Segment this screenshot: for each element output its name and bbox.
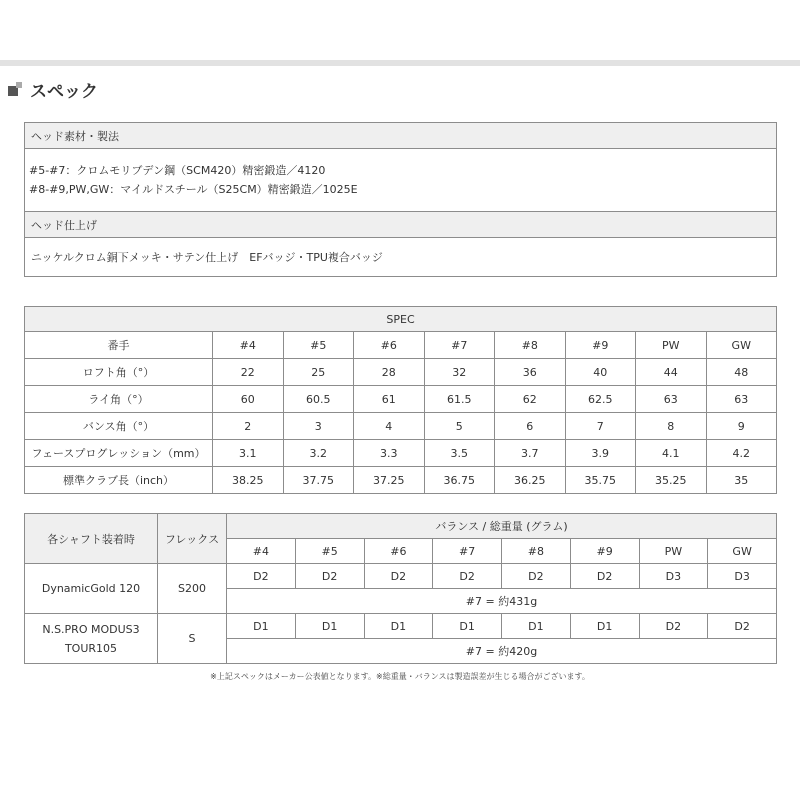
shaft-name: DynamicGold 120	[41, 582, 141, 595]
spec-club-header: #7	[424, 332, 495, 359]
spec-cell: 3	[283, 413, 354, 440]
spec-cell: 60.5	[283, 386, 354, 413]
head-finish-header: ヘッド仕上げ	[25, 212, 777, 238]
spec-row-loft	[25, 359, 777, 386]
balance-header: バランス / 総重量 (グラム)	[227, 514, 777, 539]
spec-cell: 60	[213, 386, 284, 413]
section-heading	[8, 76, 98, 102]
balance-cell: D2	[364, 564, 433, 589]
balance-cell: D1	[364, 614, 433, 639]
spec-cell: 63	[636, 386, 707, 413]
balance-cell: D3	[708, 564, 777, 589]
balance-cell: D2	[502, 564, 571, 589]
spec-number-label: 番手	[25, 332, 213, 359]
spec-row-bounce	[25, 413, 777, 440]
shaft-club-header: #7	[433, 539, 502, 564]
spec-cell: 8	[636, 413, 707, 440]
spec-club-header: #6	[354, 332, 425, 359]
shaft-club-header: #8	[502, 539, 571, 564]
spec-cell: 44	[636, 359, 707, 386]
spec-cell: 35	[706, 467, 777, 494]
spec-cell: 3.2	[283, 440, 354, 467]
shaft-club-header: GW	[708, 539, 777, 564]
spec-title: SPEC	[25, 307, 777, 332]
head-info-table	[24, 122, 777, 277]
disclaimer-note: ※上記スペックはメーカー公表値となります。※総重量・バランスは製造誤差が生じる場合がございます。	[210, 672, 590, 681]
shaft-flex: S200	[158, 564, 227, 614]
balance-cell: D1	[502, 614, 571, 639]
spec-cell: 48	[706, 359, 777, 386]
spec-cell: 36	[495, 359, 566, 386]
balance-cell: D2	[639, 614, 708, 639]
head-finish-body: ニッケルクロム銅下メッキ・サテン仕上げ EFバッジ・TPU複合バッジ	[25, 238, 777, 277]
balance-cell: D2	[295, 564, 364, 589]
spec-cell: 22	[213, 359, 284, 386]
spec-row-label: バンス角（°）	[25, 413, 213, 440]
shaft-club-header: #9	[570, 539, 639, 564]
balance-cell: D1	[295, 614, 364, 639]
spec-cell: 3.3	[354, 440, 425, 467]
spec-cell: 62	[495, 386, 566, 413]
spec-cell: 37.25	[354, 467, 425, 494]
spec-cell: 32	[424, 359, 495, 386]
top-divider	[0, 60, 800, 66]
shaft-club-header: PW	[639, 539, 708, 564]
spec-cell: 4	[354, 413, 425, 440]
balance-cell: D3	[639, 564, 708, 589]
spec-row-face-progression	[25, 440, 777, 467]
head-material-line: #5-#7：クロムモリブデン鋼（SCM420）精密鍛造／4120	[29, 164, 326, 177]
shaft-row-modus3	[25, 614, 777, 639]
shaft-name-cell	[25, 614, 158, 664]
shaft-row-dynamicgold	[25, 564, 777, 589]
balance-cell: D2	[433, 564, 502, 589]
spec-cell: 62.5	[565, 386, 636, 413]
spec-cell: 28	[354, 359, 425, 386]
balance-cell: D1	[433, 614, 502, 639]
spec-row-length	[25, 467, 777, 494]
head-material-body	[25, 149, 777, 212]
total-weight-cell: #7 = 約420g	[227, 639, 777, 664]
balance-cell: D2	[227, 564, 296, 589]
head-material-header: ヘッド素材・製法	[25, 123, 777, 149]
spec-cell: 40	[565, 359, 636, 386]
spec-cell: 9	[706, 413, 777, 440]
spec-cell: 38.25	[213, 467, 284, 494]
shaft-name-line2: TOUR105	[64, 641, 118, 655]
spec-cell: 5	[424, 413, 495, 440]
spec-cell: 63	[706, 386, 777, 413]
spec-cell: 7	[565, 413, 636, 440]
spec-cell: 35.25	[636, 467, 707, 494]
spec-cell: 6	[495, 413, 566, 440]
head-material-line: #8-#9,PW,GW：マイルドスチール（S25CM）精密鍛造／1025E	[29, 183, 358, 196]
balance-cell: D1	[570, 614, 639, 639]
shaft-table	[24, 513, 777, 664]
spec-cell: 36.75	[424, 467, 495, 494]
balance-cell: D1	[227, 614, 296, 639]
spec-cell: 25	[283, 359, 354, 386]
square-bullet-icon	[8, 81, 24, 97]
total-weight-cell: #7 = 約431g	[227, 589, 777, 614]
flex-column-header: フレックス	[158, 514, 227, 564]
spec-cell: 3.5	[424, 440, 495, 467]
spec-row-label: ライ角（°）	[25, 386, 213, 413]
shaft-club-header: #6	[364, 539, 433, 564]
spec-cell: 2	[213, 413, 284, 440]
spec-cell: 35.75	[565, 467, 636, 494]
spec-club-header: #5	[283, 332, 354, 359]
spec-row-label: ロフト角（°）	[25, 359, 213, 386]
spec-club-header: GW	[706, 332, 777, 359]
spec-club-row	[25, 332, 777, 359]
spec-row-label: フェースプログレッション（mm）	[25, 440, 213, 467]
spec-club-header: #8	[495, 332, 566, 359]
spec-cell: 37.75	[283, 467, 354, 494]
spec-row-lie	[25, 386, 777, 413]
spec-cell: 3.1	[213, 440, 284, 467]
spec-row-label: 標準クラブ長（inch）	[25, 467, 213, 494]
spec-cell: 36.25	[495, 467, 566, 494]
shaft-club-header: #4	[227, 539, 296, 564]
shaft-column-header: 各シャフト装着時	[25, 514, 158, 564]
spec-table	[24, 306, 777, 494]
spec-cell: 4.1	[636, 440, 707, 467]
spec-cell: 61.5	[424, 386, 495, 413]
spec-cell: 61	[354, 386, 425, 413]
spec-club-header: PW	[636, 332, 707, 359]
shaft-club-header: #5	[295, 539, 364, 564]
balance-cell: D2	[570, 564, 639, 589]
balance-cell: D2	[708, 614, 777, 639]
spec-cell: 4.2	[706, 440, 777, 467]
shaft-flex: S	[158, 614, 227, 664]
shaft-name: N.S.PRO MODUS3	[42, 622, 140, 636]
shaft-name-cell	[25, 564, 158, 614]
spec-cell: 3.7	[495, 440, 566, 467]
section-title: スペック	[30, 81, 98, 102]
spec-club-header: #4	[213, 332, 284, 359]
spec-club-header: #9	[565, 332, 636, 359]
spec-cell: 3.9	[565, 440, 636, 467]
